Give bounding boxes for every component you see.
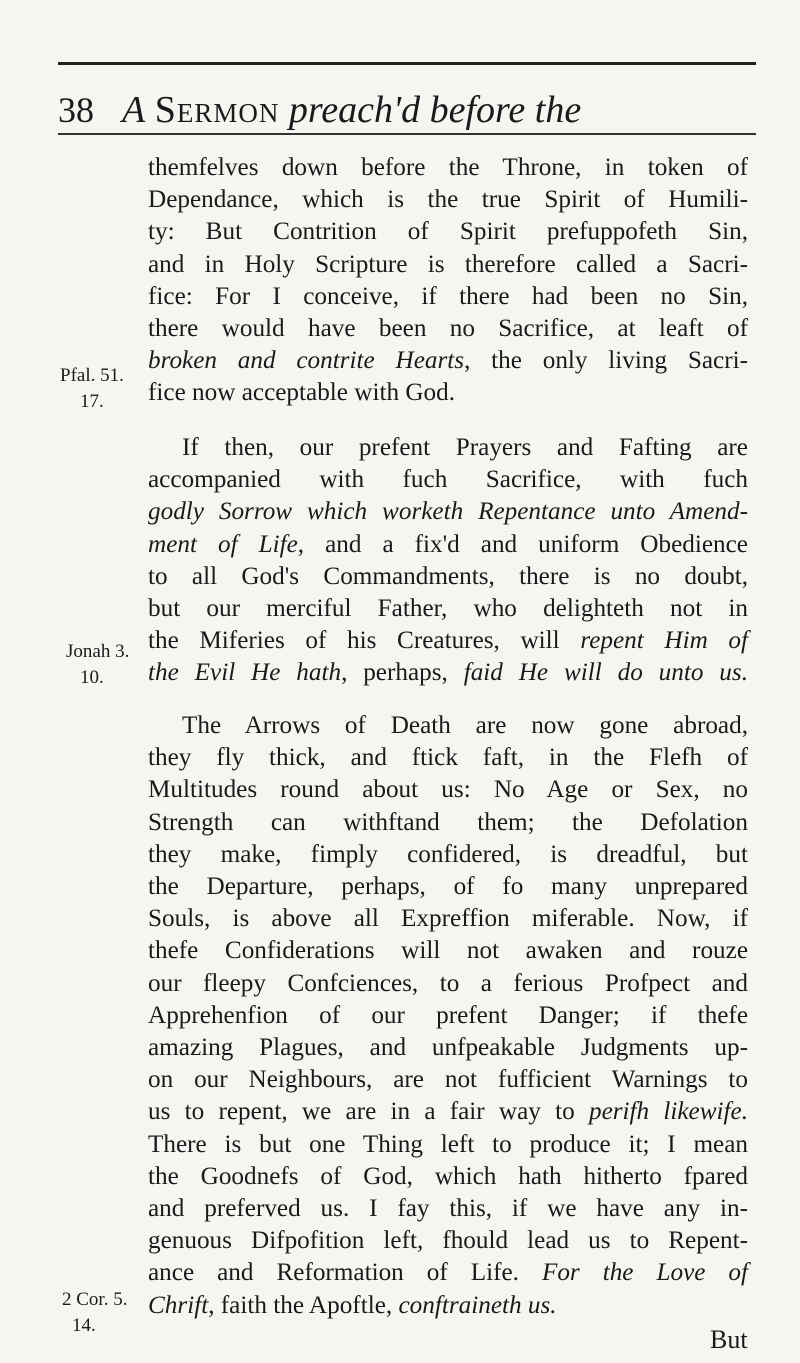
text-line: Strength can withftand them; the Defolation: [148, 808, 748, 836]
italic-quote: broken and contrite Hearts: [148, 347, 465, 375]
text-line: accompanied with fuch Sacrifice, with fuch: [148, 466, 748, 494]
head-rule: [58, 133, 756, 135]
text-line: and in Holy Scripture is therefore called a Sacri-: [148, 250, 748, 278]
text-line: there would have been no Sacrifice, at leaft of: [148, 315, 748, 343]
paragraph-2: [148, 432, 748, 690]
margin-note-corinthians-verse: 14.: [72, 1315, 96, 1336]
text-line: There is but one Thing left to produce it; I mean: [148, 1130, 748, 1158]
text-line: thefe Confiderations will not awaken and rouze: [148, 937, 748, 965]
margin-note-psalm: Pfal. 51.: [60, 365, 124, 386]
text-line: [148, 657, 748, 689]
catchword: But: [710, 1325, 748, 1354]
running-head-sermon: Sermon: [154, 89, 280, 131]
running-head-article: A: [122, 89, 146, 131]
text-line: ty: But Contrition of Spirit prefuppofeth Sin,: [148, 218, 748, 246]
text-line: they fly thick, and ftick faft, in the Flefh of: [148, 744, 748, 772]
text-line: Souls, is above all Expreffion miferable. Now, if: [148, 905, 748, 933]
text-line: the Departure, perhaps, of fo many unprepared: [148, 873, 748, 901]
text-line: fice now acceptable with God.: [148, 379, 456, 407]
text-line: amazing Plagues, and unfpeakable Judgments up-: [148, 1034, 748, 1062]
italic-quote: godly Sorrow which worketh Repentance unto Amend-: [148, 498, 748, 526]
running-head-rest: preach'd before the: [288, 89, 582, 131]
text-line: the Goodnefs of God, which hath hitherto fpared: [148, 1162, 748, 1190]
italic-quote: the Evil He hath: [148, 659, 342, 687]
paragraph-3: [148, 710, 748, 1322]
paragraph-1: [148, 152, 748, 410]
text-line: [148, 1290, 748, 1322]
italic-quote: For the Love of: [541, 1259, 749, 1287]
text-line: fice: For I conceive, if there had been no Sin,: [148, 282, 748, 310]
margin-note-corinthians: 2 Cor. 5.: [62, 1289, 128, 1310]
text-line: on our Neighbours, are not fufficient Warnings to: [148, 1066, 748, 1094]
text-line: genuous Difpofition left, fhould lead us to Repent-: [148, 1227, 748, 1255]
text-run: us to repent, we are in a fair way to: [148, 1098, 589, 1126]
text-line: themfelves down before the Throne, in token of: [148, 154, 748, 181]
text-line: If then, our prefent Prayers and Fafting are: [182, 434, 748, 461]
text-line: [148, 529, 748, 561]
italic-quote: faid He will do unto us.: [463, 659, 748, 687]
italic-quote: Chrift: [148, 1291, 209, 1319]
top-rule: [58, 62, 756, 65]
text-line: they make, fimply confidered, is dreadful, but: [148, 840, 748, 868]
running-head: [58, 84, 756, 136]
text-run: the Miferies of his Creatures, will: [148, 627, 581, 655]
text-line: Multitudes round about us: No Age or Sex, no: [148, 776, 748, 804]
text-line: Apprehenfion of our prefent Danger; if thefe: [148, 1001, 748, 1029]
italic-quote: perifh likewife.: [588, 1098, 748, 1126]
text-line: Dependance, which is the true Spirit of Humili-: [148, 186, 748, 214]
text-run: , perhaps,: [341, 659, 464, 687]
text-line: [148, 1096, 748, 1128]
text-line: [148, 1257, 748, 1289]
text-line: to all God's Commandments, there is no doubt,: [148, 562, 748, 590]
text-run: , faith the Apoftle,: [208, 1291, 399, 1319]
text-run: , the only living Sacri-: [464, 347, 749, 375]
page-number: 38: [58, 90, 94, 130]
italic-quote: repent Him of: [580, 627, 748, 655]
text-run: , and a fix'd and uniform Obedience: [297, 530, 748, 558]
italic-quote: ment of Life: [148, 530, 298, 558]
text-line: but our merciful Father, who delighteth not in: [148, 595, 748, 623]
margin-note-psalm-verse: 17.: [80, 391, 104, 412]
text-line: our fleepy Confciences, to a ferious Profpect and: [148, 969, 748, 997]
margin-note-jonah-verse: 10.: [80, 667, 104, 688]
text-line: [148, 345, 748, 377]
text-line: and preferved us. I fay this, if we have any in-: [148, 1195, 748, 1223]
text-line: [148, 625, 748, 657]
text-line: The Arrows of Death are now gone abroad,: [182, 712, 748, 739]
margin-note-jonah: Jonah 3.: [66, 641, 130, 662]
italic-quote: conftraineth us.: [398, 1291, 557, 1319]
text-line: [148, 496, 748, 528]
text-run: ance and Reformation of Life.: [148, 1259, 542, 1287]
